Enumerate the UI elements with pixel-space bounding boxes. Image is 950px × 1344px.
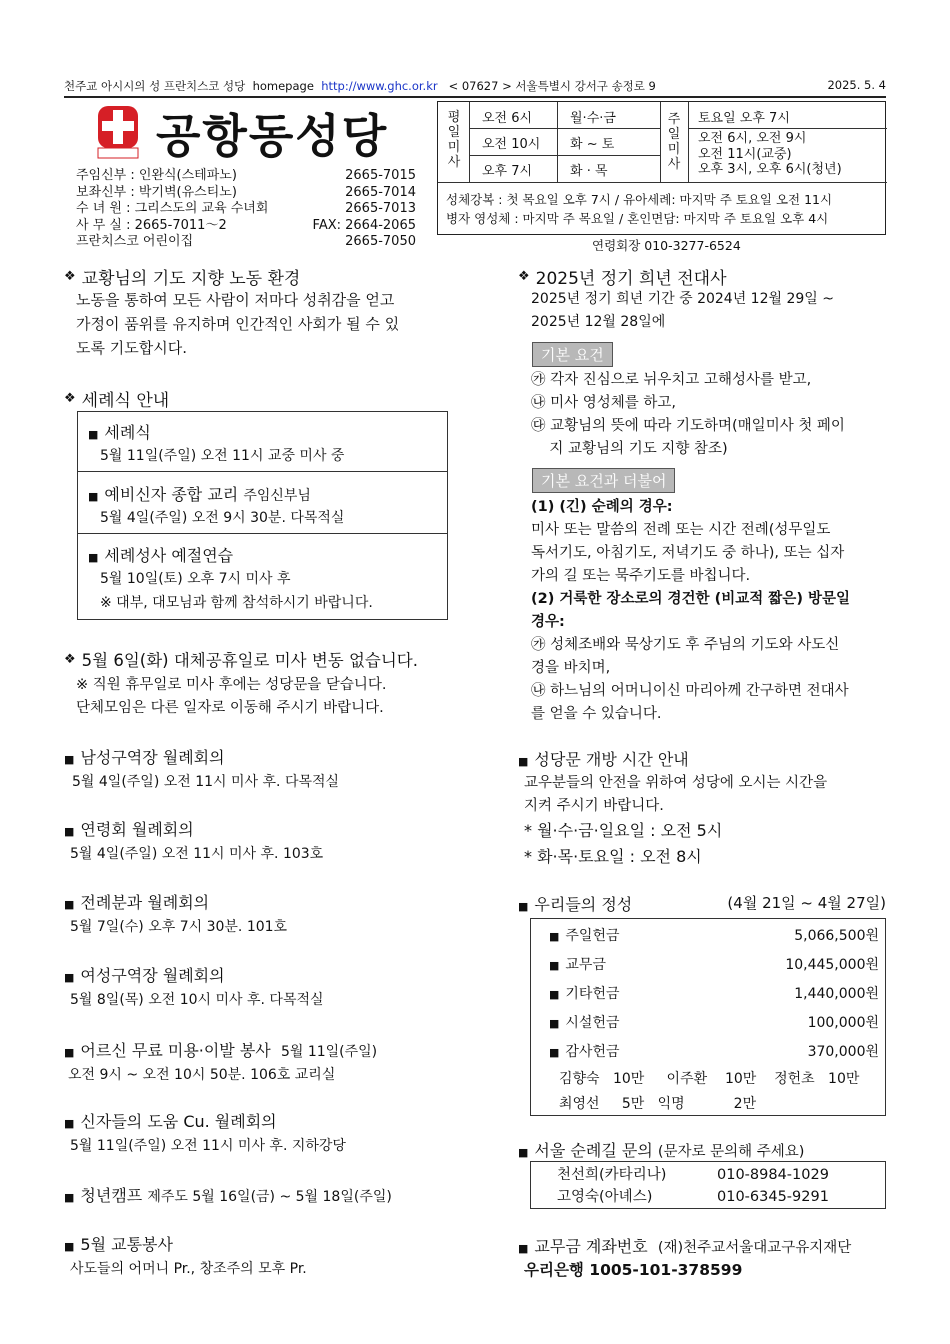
- baptism-item-text: 5월 11일(주일) 오전 11시 교중 미사 중: [100, 448, 345, 464]
- baptism-title: ❖ 세례식 안내: [64, 391, 170, 411]
- homepage-label: homepage: [252, 79, 314, 93]
- offering-title: 우리들의 정성: [534, 895, 633, 914]
- square-bullet-icon: ■: [518, 1242, 529, 1255]
- offering-row: ■ 주일헌금 5,066,500원: [549, 928, 879, 944]
- square-bullet-icon: ■: [64, 825, 75, 838]
- mass-notes: 성체강복 : 첫 목요일 오후 7시 / 유아세례: 마지막 주 토요일 오전 11시 병자 영성체 : 마지막 주 목요일 / 혼인면담: 마지막 주 토요일 오후 4시: [446, 192, 833, 226]
- square-bullet-icon: ■: [64, 1117, 75, 1130]
- staff-row: 주임신부 : 인완식(스테파노) 2665-7015: [76, 168, 416, 183]
- issue-date: 2025. 5. 4: [827, 78, 886, 92]
- prayer-text: 노동을 통하여 모든 사람이 저마다 성취감을 얻고 가정이 품위를 유지하며 인간적인 사회가 될 수 있 도록 기도합시다.: [76, 291, 400, 357]
- square-bullet-icon: ■: [88, 428, 99, 441]
- mass-schedule-table: [437, 101, 886, 235]
- basic-requirement-tag: 기본 요건: [532, 342, 613, 367]
- church-logo: [96, 104, 140, 160]
- account-number: 우리은행 1005-101-378599: [524, 1261, 743, 1279]
- page-title: 공항동성당: [156, 109, 389, 163]
- sunday-mass-times: 오전 6시, 오전 9시 오전 11시(교중) 오후 3시, 오후 6시(청년): [698, 131, 842, 177]
- donor-list: 김향숙 10만 이주환 10만 정헌초 10만 최영선 5만 익명 2만: [559, 1071, 860, 1112]
- baptism-item-text: 5월 4일(주일) 오전 9시 30분. 다목적실: [100, 510, 345, 526]
- notice-item: ■ 연령회 월례회의 5월 4일(주일) 오전 11시 미사 후. 103호: [64, 820, 324, 862]
- notice-item: ■ 남성구역장 월례회의 5월 4일(주일) 오전 11시 미사 후. 다목적실: [64, 748, 340, 790]
- additional-requirement-tag: 기본 요건과 더불어: [532, 468, 675, 493]
- diamond-bullet-icon: ❖: [64, 651, 76, 667]
- diamond-bullet-icon: ❖: [64, 269, 76, 284]
- header-rule: [64, 96, 886, 98]
- notice-item: ■ 여성구역장 월례회의 5월 8일(목) 오전 10시 미사 후. 다목적실: [64, 966, 324, 1008]
- square-bullet-icon: ■: [518, 1146, 529, 1159]
- square-bullet-icon: ■: [88, 490, 99, 503]
- parish-name: 천주교 아시시의 성 프란치스코 성당: [64, 79, 246, 93]
- baptism-item-title: ■ 세례식: [88, 423, 151, 442]
- account-title: ■ 교무금 계좌번호 (재)천주교서울대교구유지재단: [518, 1237, 852, 1256]
- square-bullet-icon: ■: [518, 900, 529, 913]
- diamond-bullet-icon: ❖: [518, 269, 530, 284]
- offering-box: [530, 918, 886, 1116]
- sunday-mass-label: 주 일 미 사: [667, 112, 681, 172]
- square-bullet-icon: ■: [64, 1046, 75, 1059]
- offering-header: [518, 892, 886, 915]
- notice-item: ■ 전례분과 월례회의 5월 7일(수) 오후 7시 30분. 101호: [64, 893, 288, 935]
- holiday-text: ※ 직원 휴무일로 미사 후에는 성당문을 닫습니다. 단체모임은 다른 일자로 이동해 주시기 바랍니다.: [76, 677, 387, 716]
- offering-row: ■ 기타헌금 1,440,000원: [549, 986, 879, 1002]
- staff-row: 사 무 실 : 2665-7011～2 FAX: 2664-2065: [76, 217, 416, 233]
- notice-item: ■ 어르신 무료 미용·이발 봉사 5월 11일(주일) 오전 9시 ~ 오전 10시 50분. 106호 교리실: [64, 1041, 378, 1083]
- jubilee-title: ❖ 2025년 정기 희년 전대사: [518, 269, 727, 289]
- baptism-item-text: 5월 10일(토) 오후 7시 미사 후: [100, 571, 291, 587]
- weekday-time: 오전 6시: [482, 111, 533, 126]
- weekday-time: 오전 10시: [482, 137, 541, 152]
- holiday-title: ❖ 5월 6일(화) 대체공휴일로 미사 변동 없습니다.: [64, 651, 418, 670]
- square-bullet-icon: ■: [88, 551, 99, 564]
- weekday-mass-label: 평 일 미 사: [447, 110, 461, 170]
- staff-list: [76, 168, 416, 251]
- square-bullet-icon: ■: [64, 1240, 75, 1253]
- offering-period: (4월 21일 ~ 4월 27일): [727, 894, 886, 912]
- square-bullet-icon: ■: [64, 971, 75, 984]
- weekday-time: 오후 7시: [482, 164, 533, 179]
- staff-row: 보좌신부 : 박기벽(유스티노) 2665-7014: [76, 184, 416, 200]
- open-hours-times: * 월·수·금·일요일 : 오전 5시 * 화·목·토요일 : 오전 8시: [524, 821, 723, 866]
- weekday-days: 화 ~ 토: [570, 137, 615, 152]
- pilgrim-title: ■ 서울 순례길 문의 (문자로 문의해 주세요): [518, 1141, 805, 1160]
- union-phone: 연령회장 010-3277-6524: [592, 238, 741, 253]
- notice-item: ■ 5월 교통봉사 사도들의 어머니 Pr., 창조주의 모후 Pr.: [64, 1235, 307, 1277]
- jubilee-intro: 2025년 정기 희년 기간 중 2024년 12월 29일 ~ 2025년 12월 28일에: [531, 291, 834, 330]
- offering-row: ■ 교무금 10,445,000원: [549, 957, 879, 973]
- weekday-days: 월·수·금: [570, 111, 616, 126]
- notice-item: ■ 청년캠프 제주도 5월 16일(금) ~ 5월 18일(주일): [64, 1186, 392, 1205]
- open-hours-title: ■ 성당문 개방 시간 안내: [518, 750, 689, 769]
- header-line: [64, 78, 886, 94]
- weekday-days: 화 · 목: [570, 164, 608, 179]
- square-bullet-icon: ■: [64, 898, 75, 911]
- baptism-item-title: ■ 예비신자 종합 교리 주임신부님: [88, 485, 311, 504]
- square-bullet-icon: ■: [518, 755, 529, 768]
- requirement-list: ㉮ 각자 진심으로 뉘우치고 고해성사를 받고, ㉯ 미사 영성체를 하고, ㉰ 교황님의 뜻에 따라 기도하며(매일미사 첫 페이 지 교황님의 기도 지향 참조): [531, 372, 845, 457]
- baptism-item-note: ※ 대부, 대모님과 함께 참석하시기 바랍니다.: [100, 595, 373, 611]
- prayer-title: ❖ 교황님의 기도 지향 노동 환경: [64, 269, 301, 289]
- pilgrim-contacts: [530, 1161, 886, 1209]
- square-bullet-icon: ■: [64, 753, 75, 766]
- staff-row: 수 녀 원 : 그리스도의 교육 수녀회 2665-7013: [76, 201, 416, 216]
- contact-row: 천선희(카타리나) 010-8984-1029: [557, 1167, 829, 1183]
- offering-row: ■ 시설헌금 100,000원: [549, 1015, 879, 1031]
- pilgrimage-cases: (1) (긴) 순례의 경우: 미사 또는 말씀의 전례 또는 시간 전례(성무일도 독서기도, 아침기도, 저녁기도 중 하나), 또는 십자 가의 길 또는 묵주기도를 바칩니다. (2) 거룩한 장소로의 경건한 (비교적 짧은) 방문일 경우: ㉮ 성체조배와 묵상기도 후 주님의 기도와 사도신 경을 바치며, ㉯ 하느님의 어머니이신 마리아께 간구하면 전대사 를 얻을 수 있습니다.: [531, 499, 851, 722]
- baptism-item-title: ■ 세례성사 예절연습: [88, 546, 234, 565]
- diamond-bullet-icon: ❖: [64, 391, 76, 406]
- contact-row: 고영숙(아녜스) 010-6345-9291: [557, 1189, 829, 1205]
- saturday-mass: 토요일 오후 7시: [698, 111, 790, 126]
- offering-row: ■ 감사헌금 370,000원: [549, 1044, 879, 1060]
- square-bullet-icon: ■: [64, 1191, 75, 1204]
- staff-row: 프란치스코 어린이집 2665-7050: [76, 234, 416, 249]
- notice-item: ■ 신자들의 도움 Cu. 월례회의 5월 11일(주일) 오전 11시 미사 후. 지하강당: [64, 1112, 346, 1154]
- open-hours-text: 교우분들의 안전을 위하여 성당에 오시는 시간을 지켜 주시기 바랍니다.: [524, 775, 828, 814]
- baptism-box: [77, 411, 448, 620]
- address: < 07627 > 서울특별시 강서구 송정로 9: [448, 79, 656, 93]
- homepage-link[interactable]: http://www.ghc.or.kr: [321, 79, 438, 93]
